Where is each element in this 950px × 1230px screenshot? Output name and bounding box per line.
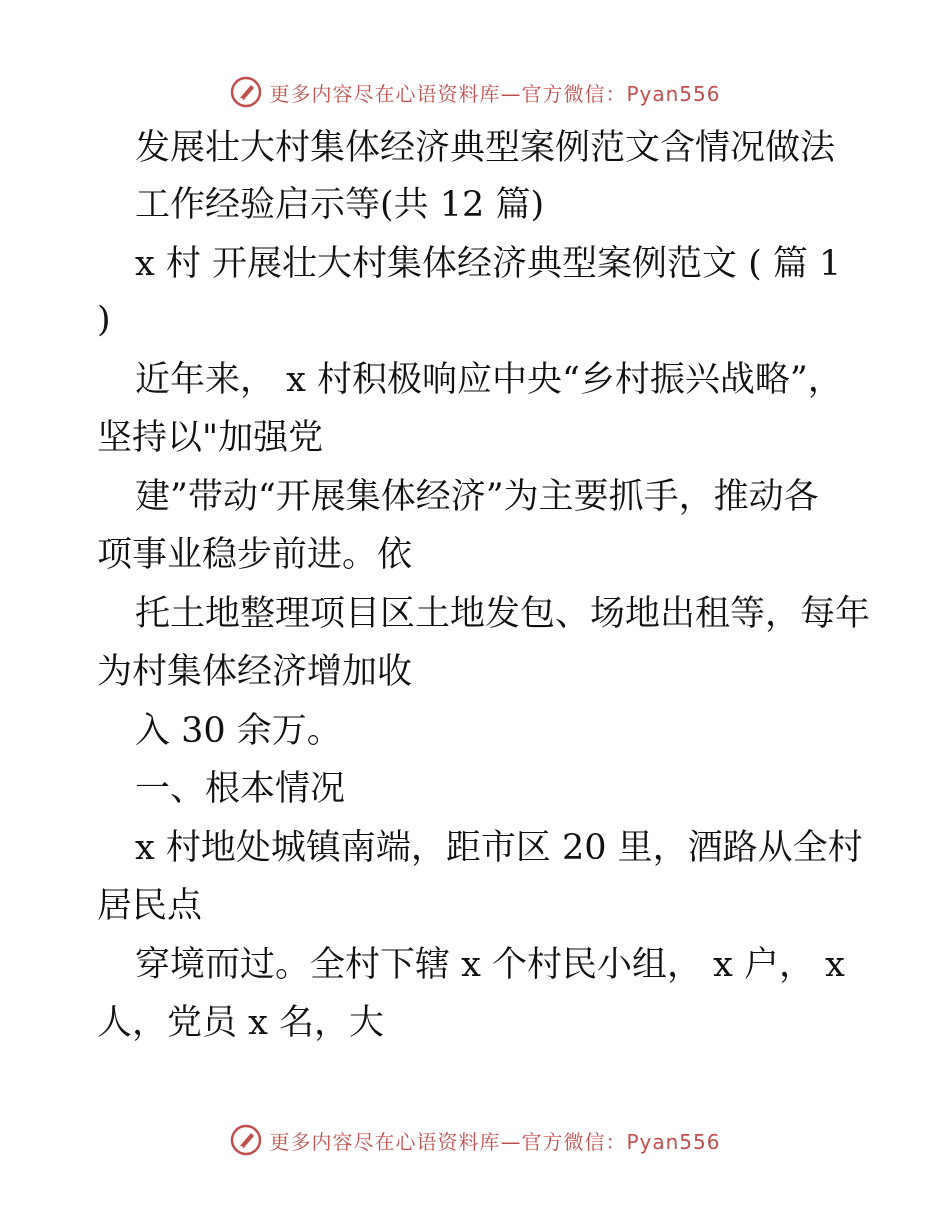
paragraph-6-line-2: 人，党员 x 名，大 [97, 1003, 384, 1043]
paragraph-2-line-1: 建”带动“开展集体经济”为主要抓手，推动各 [135, 477, 819, 517]
document-title-line-2: 工作经验启示等(共 12 篇) [135, 185, 545, 225]
paragraph-3-line-1: 托土地整理项目区土地发包、场地出租等，每年 [135, 594, 871, 634]
subtitle-line-2: ) [97, 300, 111, 340]
watermark-text: 更多内容尽在心语资料库—官方微信：Pyan556 [269, 81, 721, 106]
paragraph-2-line-2: 项事业稳步前进。依 [97, 535, 413, 575]
pen-nib-icon [229, 75, 263, 109]
watermark-footer [0, 1120, 950, 1160]
paragraph-1-line-2: 坚持以"加强党 [97, 418, 324, 458]
document-title-line-1: 发展壮大村集体经济典型案例范文含情况做法 [135, 128, 836, 168]
paragraph-1-line-1: 近年来， x 村积极响应中央“乡村振兴战略”， [135, 360, 843, 400]
pen-nib-icon [229, 1123, 263, 1157]
watermark-header [0, 72, 950, 112]
subtitle-line-1: x 村 开展壮大村集体经济典型案例范文 ( 篇 1 [135, 244, 842, 284]
section-heading: 一、根本情况 [135, 769, 346, 809]
paragraph-3-line-2: 为村集体经济增加收 [97, 652, 413, 692]
paragraph-4-line-1: 入 30 余万。 [135, 711, 342, 751]
paragraph-5-line-1: x 村地处城镇南端，距市区 20 里，酒路从全村 [135, 828, 863, 868]
paragraph-5-line-2: 居民点 [97, 886, 203, 926]
paragraph-6-line-1: 穿境而过。全村下辖 x 个村民小组， x 户， x [135, 945, 845, 985]
watermark-text: 更多内容尽在心语资料库—官方微信：Pyan556 [269, 1129, 721, 1154]
